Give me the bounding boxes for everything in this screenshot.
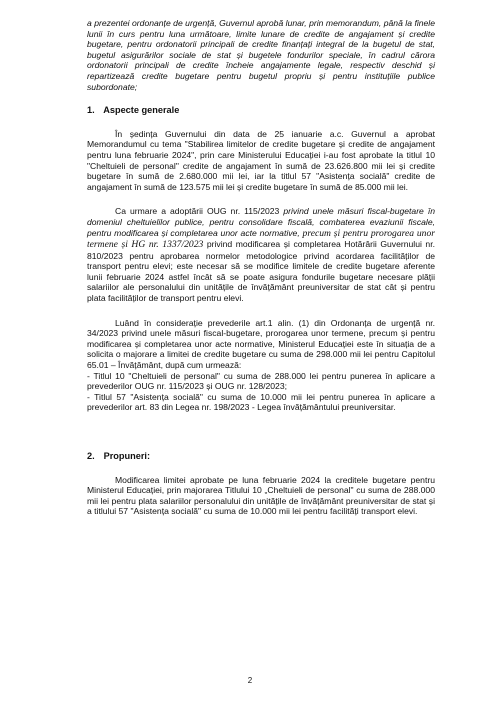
bullet-titlul-10: - Titlul 10 "Cheltuieli de personal" cu suma de 288.000 lei pentru punerea în aplicare a prevederilor OUG nr. 115/2023 și OUG nr. 128/2023; (87, 370, 435, 392)
section-1-paragraph-3: Luând în considerație prevederile art.1 alin. (1) din Ordonanța de urgență nr. 34/2023 privind unele măsuri fiscal-bugetare, prorogarea unor termene, precum și pentru modificarea și completarea unor acte normative, Ministerul Educației este în situația de a solicita o majorare a limitei de credite bugetare cu suma de 298.000 mii lei pentru Capitolul 65.01 – Învățământ, după cum urmează: (87, 317, 435, 371)
section-1-heading (87, 105, 435, 116)
section-1-paragraph-1: În ședința Guvernului din data de 25 ianuarie a.c. Guvernul a aprobat Memorandumul cu tema "Stabilirea limitelor de credite bugetare și credite de angajament pentru luna februarie 2024", prin care Ministerului Educației i-au fost aprobate la titlul 10 "Cheltuieli de personal" credite de angajament în sumă de 23.626.800 mii lei și credite bugetare în sumă de 2.680.000 mii lei, iar la titlul 57 "Asistența socială" credite de angajament în sumă de 123.575 mii lei și credite bugetare în sumă de 85.000 mii lei. (87, 128, 435, 192)
section-2-number: 2. (87, 451, 95, 461)
p2-lead: Ca urmare a adoptării OUG nr. 115/2023 (115, 206, 284, 217)
section-1-paragraph-2 (87, 206, 435, 303)
bullet-titlul-57: - Titlul 57 "Asistența socială" cu suma de 10.000 mii lei pentru punerea în aplicare a prevederilor art. 83 din Legea nr. 198/2023 - Legea învățământului preuniversitar. (87, 391, 435, 413)
page-number: 2 (247, 676, 253, 685)
section-2-heading (87, 451, 435, 462)
p2-italic-title: privind unele măsuri fiscal-bugetare în domeniul cheltuielilor publice, pentru consolidare fiscală, combaterea evaziunii fiscale, pentru modificarea și completarea unor acte normative, (87, 206, 436, 238)
section-1-title: Aspecte generale (103, 105, 180, 116)
p2-serif-italic: precum și pentru prorogarea unor termene și HG nr. 1337/2023 (87, 227, 435, 251)
section-2-title: Propuneri: (103, 451, 151, 461)
document-page (87, 18, 435, 517)
intro-paragraph: a prezentei ordonanțe de urgență, Guvernul aprobă lunar, prin memorandum, până la finele lunii în curs pentru luna următoare, limite lunare de credite de angajament și credite bugetare, pentru ordonatorii principali de credite finanțați integral de la bugetul de stat, bugetul asigurărilor sociale de stat și bugetele fondurilor speciale, în cadrul cărora ordonatorii principali de credite încheie angajamente legale, respectiv deschid și repartizează credite bugetare pentru bugetul propriu și pentru instituțiile publice subordonate; (87, 18, 435, 92)
section-1-number: 1. (87, 105, 95, 116)
p2-rest: privind modificarea și completarea Hotărârii Guvernului nr. 810/2023 pentru aprobarea normelor metodologice privind acordarea facilităților de transport pentru elevi; este necesar să se modifice limitele de credite bugetare aferente lunii februarie 2024 astfel încât să se poate asigura fondurile bugetare necesare plății salariilor ale personalului din unitățile de învățământ preuniversitar de stat cât și pentru plata facilităților de transport pentru elevi. (87, 239, 435, 304)
section-2-paragraph-1: Modificarea limitei aprobate pe luna februarie 2024 la creditele bugetare pentru Ministerul Educației, prin majorarea Titlului 10 „Cheltuieli de personal" cu suma de 288.000 mii lei pentru plata salariilor personalului din unitățile de învățământ preuniversitar de stat și a titlului 57 "Asistența socială" cu suma de 10.000 mii lei pentru facilități transport elevi. (87, 474, 435, 517)
